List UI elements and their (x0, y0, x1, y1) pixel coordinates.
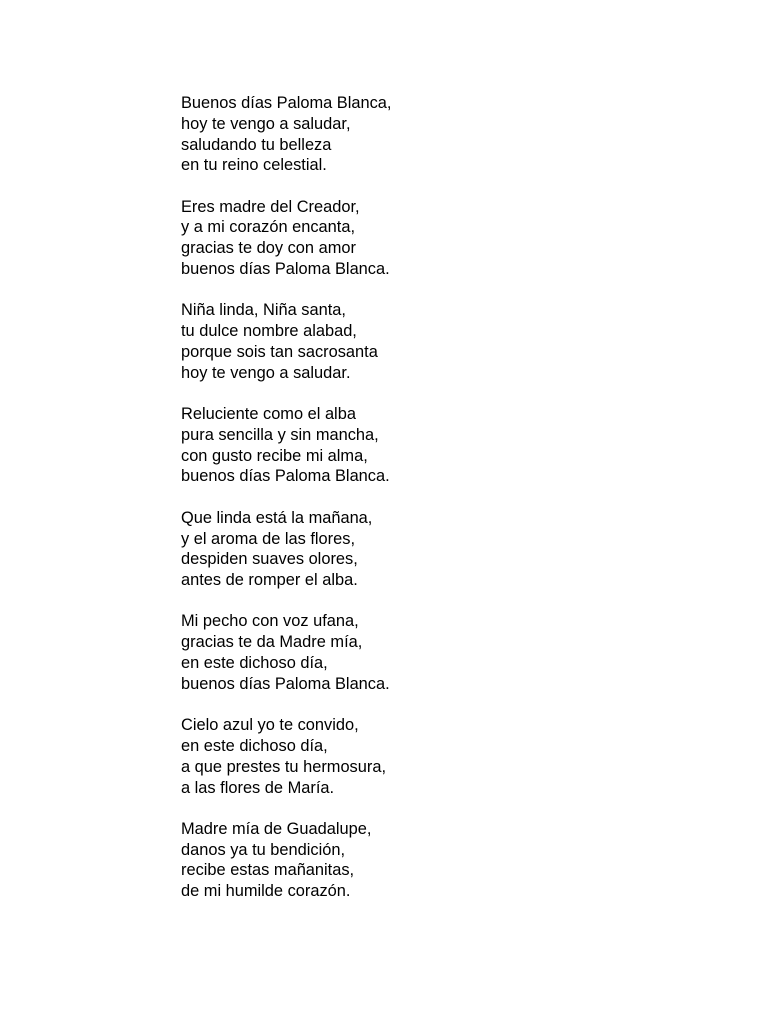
stanza-7 (181, 715, 741, 798)
stanza-5 (181, 508, 741, 591)
poem-line: antes de romper el alba. (181, 571, 358, 590)
stanza-6 (181, 611, 741, 694)
poem-line: buenos días Paloma Blanca. (181, 674, 390, 693)
poem-line: buenos días Paloma Blanca. (181, 467, 390, 486)
poem-line: a las flores de María. (181, 778, 335, 797)
poem-line: gracias te doy con amor (181, 239, 356, 258)
poem-line: buenos días Paloma Blanca. (181, 260, 390, 279)
poem-line: Niña linda, Niña santa, (181, 301, 346, 320)
poem-line: hoy te vengo a saludar, (181, 114, 351, 133)
stanza-4 (181, 404, 741, 487)
poem-line: despiden suaves olores, (181, 550, 358, 569)
poem-line: Madre mía de Guadalupe, (181, 819, 372, 838)
poem-line: saludando tu belleza (181, 135, 332, 154)
poem-line: con gusto recibe mi alma, (181, 446, 368, 465)
poem-page (181, 93, 741, 923)
poem-line: a que prestes tu hermosura, (181, 757, 386, 776)
poem-line: hoy te vengo a saludar. (181, 363, 351, 382)
poem-line: Que linda está la mañana, (181, 508, 373, 527)
poem-line: y el aroma de las flores, (181, 529, 355, 548)
poem-line: Reluciente como el alba (181, 405, 356, 424)
poem-line: pura sencilla y sin mancha, (181, 425, 379, 444)
stanza-8 (181, 819, 741, 902)
poem-line: y a mi corazón encanta, (181, 218, 356, 237)
stanza-3 (181, 300, 741, 383)
poem-line: gracias te da Madre mía, (181, 633, 363, 652)
poem-line: danos ya tu bendición, (181, 840, 346, 859)
poem-line: Eres madre del Creador, (181, 197, 360, 216)
poem-line: en tu reino celestial. (181, 156, 327, 175)
poem-line: recibe estas mañanitas, (181, 861, 355, 880)
stanza-2 (181, 197, 741, 280)
poem-line: porque sois tan sacrosanta (181, 342, 378, 361)
stanza-1 (181, 93, 741, 176)
poem-line: Cielo azul yo te convido, (181, 716, 359, 735)
poem-line: de mi humilde corazón. (181, 882, 351, 901)
poem-line: en este dichoso día, (181, 654, 328, 673)
poem-line: en este dichoso día, (181, 736, 328, 755)
poem-line: Mi pecho con voz ufana, (181, 612, 359, 631)
poem-line: tu dulce nombre alabad, (181, 322, 357, 341)
poem-line: Buenos días Paloma Blanca, (181, 94, 392, 112)
